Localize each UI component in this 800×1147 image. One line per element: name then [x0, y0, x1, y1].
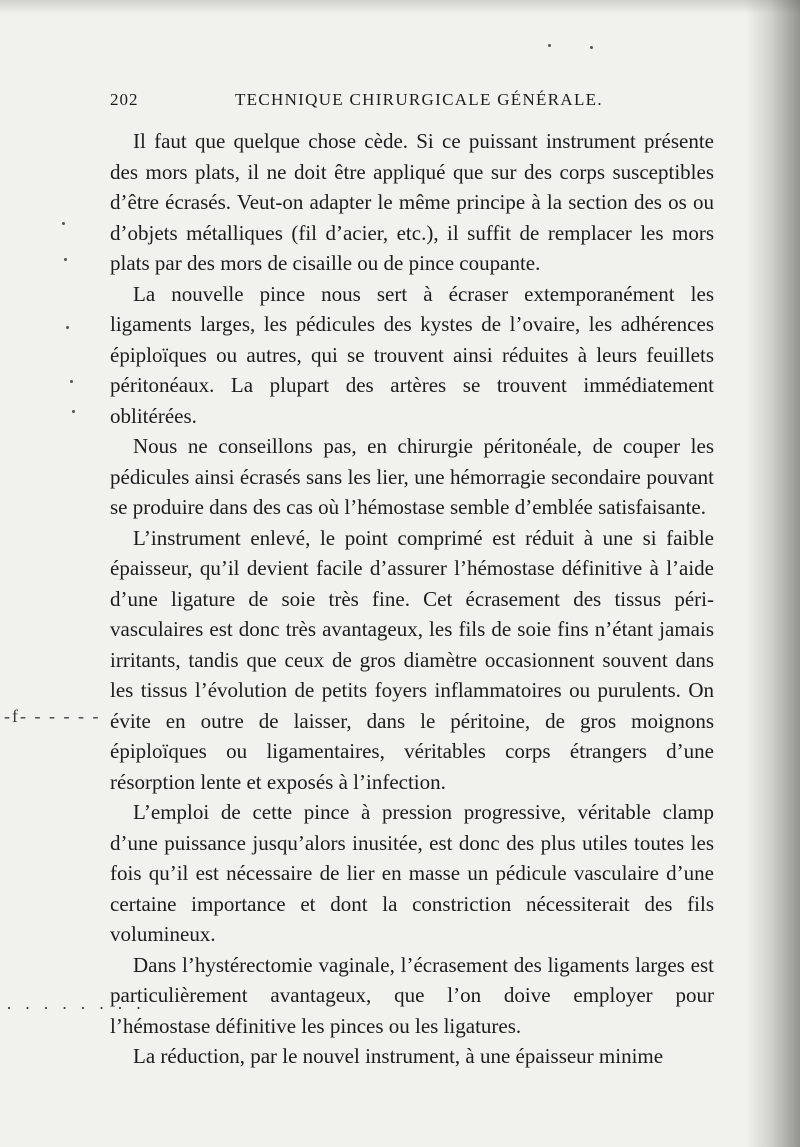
margin-annotation: -f- - - - - - — [4, 706, 101, 726]
page-gutter-shadow — [745, 0, 800, 1147]
print-speck — [70, 380, 73, 383]
print-speck — [590, 46, 593, 49]
body-text — [110, 126, 714, 1072]
running-head: TECHNIQUE CHIRURGICALE GÉNÉRALE. — [235, 90, 603, 109]
print-speck — [62, 222, 65, 225]
paragraph: La réduction, par le nouvel instrument, à une épaisseur minime — [133, 1044, 664, 1068]
print-speck — [548, 44, 551, 47]
print-speck — [66, 326, 69, 329]
paragraph: Nous ne conseillons pas, en chirurgie péritonéale, de couper les pédicules ainsi écrasés sans les lier, une hémorragie secondaire pouvant se produire dans des cas où l’hémostase semble d’emblée satisfaisante. — [110, 434, 714, 519]
page-number: 202 — [110, 90, 139, 109]
paragraph: L’emploi de cette pince à pression progressive, véritable clamp d’une puissance jusqu’alors inusitée, est donc des plus utiles toutes les fois qu’il est nécessaire de lier en masse un pédicule vasculaire d’une certaine importance et dont la constriction nécessiterait des fils volumineux. — [110, 800, 714, 946]
margin-annotation: · · · · · · · · — [6, 998, 146, 1018]
print-speck — [72, 410, 75, 413]
print-speck — [64, 258, 67, 261]
page-header — [110, 90, 715, 114]
paragraph: Dans l’hystérectomie vaginale, l’écrasement des ligaments larges est particulièrement avantageux, que l’on doive employer pour l’hémostase définitive les pinces ou les ligatures. — [110, 952, 714, 1038]
paragraph: La nouvelle pince nous sert à écraser extemporanément les ligaments larges, les pédicules des kystes de l’ovaire, les adhérences épiploïques ou autres, qui se trouvent ainsi réduites à leurs feuillets péritonéaux. La plupart des artères se trouvent immédiatement oblitérées. — [110, 281, 714, 428]
paragraph: L’instrument enlevé, le point comprimé est réduit à une si faible épaisseur, qu’il devient facile d’assurer l’hémostase définitive à l’aide d’une ligature de soie très fine. Cet écrasement des tissus péri-vasculaires est donc très avantageux, les fils de soie fins n’étant jamais irritants, tandis que ceux de gros diamètre occasionnent souvent dans les tissus l’évolution de petits foyers inflammatoires ou purulents. On évite en outre de laisser, dans le péritoine, de gros moignons épiploïques ou ligamentaires, véritables corps étrangers d’une résorption lente et exposés à l’infection. — [110, 525, 714, 794]
page-edge-top-shadow — [0, 0, 800, 14]
paragraph: Il faut que quelque chose cède. Si ce puissant instrument présente des mors plats, il ne doit être appliqué que sur des corps susceptibles d’être écrasés. Veut-on adapter le même principe à la section des os ou d’objets métalliques (fil d’acier, etc.), il suffit de remplacer les mors plats par des mors de cisaille ou de pince coupante. — [110, 129, 714, 275]
